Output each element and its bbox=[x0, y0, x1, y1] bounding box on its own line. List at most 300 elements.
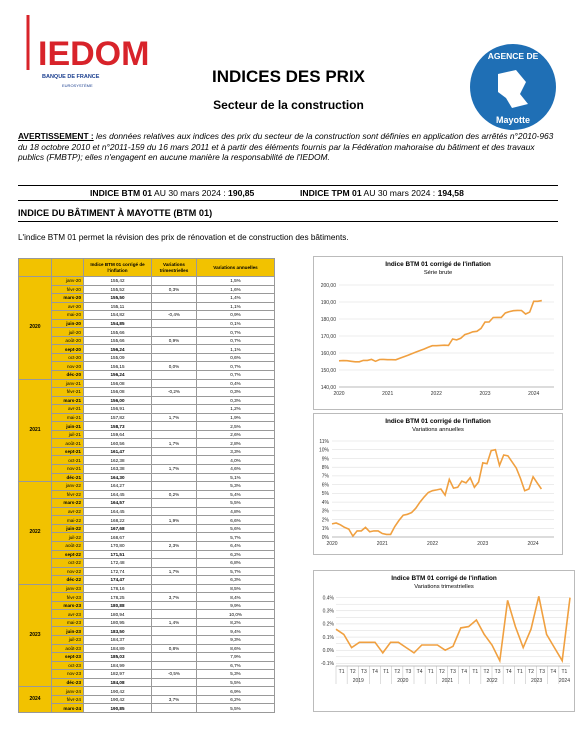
value-cell: 155,66 bbox=[84, 328, 152, 337]
table-row bbox=[19, 490, 275, 499]
value-cell: 184,08 bbox=[84, 678, 152, 687]
quarterly-cell bbox=[152, 627, 197, 636]
month-cell: nov-20 bbox=[52, 362, 84, 371]
quarterly-cell bbox=[152, 507, 197, 516]
y-tick-label: 200,00 bbox=[320, 282, 336, 289]
month-cell: juil-23 bbox=[52, 635, 84, 644]
chart-raw-svg bbox=[314, 257, 562, 409]
value-cell: 172,48 bbox=[84, 559, 152, 568]
month-cell: juin-23 bbox=[52, 627, 84, 636]
table-row bbox=[19, 447, 275, 456]
table-row bbox=[19, 371, 275, 380]
table-row bbox=[19, 507, 275, 516]
annual-cell: 9,3% bbox=[197, 635, 275, 644]
y-tick-label: 0.1% bbox=[322, 634, 334, 641]
value-cell: 156,91 bbox=[84, 405, 152, 414]
y-tick-label: 11% bbox=[319, 438, 329, 445]
quarterly-cell bbox=[152, 430, 197, 439]
table-header-cell bbox=[52, 259, 84, 277]
tpm-index bbox=[300, 186, 464, 200]
x-tick-label: 2021 bbox=[382, 391, 394, 397]
quarterly-cell bbox=[152, 396, 197, 405]
value-cell: 159,64 bbox=[84, 430, 152, 439]
value-cell: 157,82 bbox=[84, 413, 152, 422]
month-cell: mars-23 bbox=[52, 601, 84, 610]
quarter-label: T4 bbox=[416, 669, 423, 675]
index-bar bbox=[18, 185, 558, 201]
quarter-label: T3 bbox=[450, 669, 456, 675]
table-row bbox=[19, 345, 275, 354]
month-cell: mars-20 bbox=[52, 294, 84, 303]
value-cell: 164,30 bbox=[84, 473, 152, 482]
y-tick-label: 0.3% bbox=[322, 608, 334, 615]
value-cell: 180,88 bbox=[84, 601, 152, 610]
y-tick-label: 0.0% bbox=[322, 648, 334, 655]
month-cell: oct-22 bbox=[52, 559, 84, 568]
quarterly-cell bbox=[152, 328, 197, 337]
annual-cell: 1,1% bbox=[197, 345, 275, 354]
value-cell: 154,85 bbox=[84, 319, 152, 328]
series-line bbox=[332, 450, 541, 536]
year-cell: 2022 bbox=[19, 482, 52, 585]
month-cell: janv-20 bbox=[52, 277, 84, 286]
annual-cell: 5,5% bbox=[197, 499, 275, 508]
annual-cell: 0,3% bbox=[197, 396, 275, 405]
warning-block bbox=[18, 131, 558, 163]
y-tick-label: 5% bbox=[321, 491, 329, 498]
annual-cell: 6,2% bbox=[197, 695, 275, 704]
quarter-label: T4 bbox=[505, 669, 512, 675]
month-cell: mai-20 bbox=[52, 311, 84, 320]
month-cell: mars-24 bbox=[52, 704, 84, 713]
table-row bbox=[19, 413, 275, 422]
value-cell: 164,27 bbox=[84, 482, 152, 491]
value-cell: 155,11 bbox=[84, 302, 152, 311]
quarterly-cell bbox=[152, 576, 197, 585]
x-tick-label: 2023 bbox=[477, 541, 489, 547]
month-cell: févr-24 bbox=[52, 695, 84, 704]
table-row bbox=[19, 627, 275, 636]
month-cell: avr-21 bbox=[52, 405, 84, 414]
quarterly-cell: 3,7% bbox=[152, 695, 197, 704]
annual-cell: 6,2% bbox=[197, 550, 275, 559]
year-label: 2024 bbox=[558, 678, 570, 684]
annual-cell: 8,2% bbox=[197, 618, 275, 627]
quarter-label: T1 bbox=[338, 669, 345, 675]
month-cell: janv-23 bbox=[52, 584, 84, 593]
year-label: 2021 bbox=[441, 678, 453, 684]
month-cell: nov-23 bbox=[52, 670, 84, 679]
annual-cell: 0,3% bbox=[197, 388, 275, 397]
quarter-label: T1 bbox=[472, 669, 479, 675]
quarter-label: T1 bbox=[383, 669, 390, 675]
month-cell: févr-23 bbox=[52, 593, 84, 602]
quarter-label: T1 bbox=[516, 669, 523, 675]
tpm-date: AU 30 mars 2024 : bbox=[363, 188, 436, 198]
quarterly-cell bbox=[152, 422, 197, 431]
table-row bbox=[19, 482, 275, 491]
tpm-label: INDICE TPM 01 bbox=[300, 188, 362, 198]
table-row bbox=[19, 670, 275, 679]
month-cell: sept-23 bbox=[52, 653, 84, 662]
annual-cell: 8,6% bbox=[197, 644, 275, 653]
value-cell: 155,52 bbox=[84, 285, 152, 294]
month-cell: sept-21 bbox=[52, 447, 84, 456]
chart-annual-variations bbox=[313, 413, 563, 555]
annual-cell: 6,9% bbox=[197, 687, 275, 696]
table-row bbox=[19, 576, 275, 585]
month-cell: avr-22 bbox=[52, 507, 84, 516]
month-cell: janv-24 bbox=[52, 687, 84, 696]
chart-subtitle: Variations trimestrielles bbox=[414, 584, 474, 590]
month-cell: août-20 bbox=[52, 336, 84, 345]
annual-cell: 5,7% bbox=[197, 567, 275, 576]
value-cell: 174,47 bbox=[84, 576, 152, 585]
month-cell: juil-21 bbox=[52, 430, 84, 439]
annual-cell: 10,0% bbox=[197, 610, 275, 619]
annual-cell: 0,6% bbox=[197, 353, 275, 362]
value-cell: 156,24 bbox=[84, 371, 152, 380]
value-cell: 156,15 bbox=[84, 362, 152, 371]
annual-cell: 8,4% bbox=[197, 593, 275, 602]
month-cell: mars-21 bbox=[52, 396, 84, 405]
annual-cell: 6,4% bbox=[197, 541, 275, 550]
annual-cell: 5,1% bbox=[197, 473, 275, 482]
btm-table bbox=[18, 258, 275, 713]
annual-cell: 5,5% bbox=[197, 704, 275, 713]
y-tick-label: 1% bbox=[321, 526, 329, 533]
table-row bbox=[19, 311, 275, 320]
y-tick-label: 160,00 bbox=[320, 350, 336, 357]
month-cell: oct-23 bbox=[52, 661, 84, 670]
table-row bbox=[19, 465, 275, 474]
annual-cell: 2,5% bbox=[197, 422, 275, 431]
table-row bbox=[19, 635, 275, 644]
quarterly-cell: 1,7% bbox=[152, 439, 197, 448]
quarter-label: T2 bbox=[438, 669, 445, 675]
month-cell: févr-20 bbox=[52, 285, 84, 294]
annual-cell: 6,3% bbox=[197, 576, 275, 585]
table-header-cell bbox=[19, 259, 52, 277]
value-cell: 155,50 bbox=[84, 294, 152, 303]
table-header-row bbox=[19, 259, 275, 277]
value-cell: 184,89 bbox=[84, 644, 152, 653]
value-cell: 161,47 bbox=[84, 447, 152, 456]
y-tick-label: 180,00 bbox=[320, 316, 336, 323]
table-row bbox=[19, 285, 275, 294]
table-row bbox=[19, 593, 275, 602]
quarterly-cell bbox=[152, 550, 197, 559]
value-cell: 158,73 bbox=[84, 422, 152, 431]
table-row bbox=[19, 567, 275, 576]
y-tick-label: 190,00 bbox=[320, 299, 336, 306]
year-cell: 2021 bbox=[19, 379, 52, 482]
quarter-label: T3 bbox=[539, 669, 546, 675]
chart-title: Indice BTM 01 corrigé de l'inflation bbox=[385, 418, 491, 425]
quarterly-cell bbox=[152, 456, 197, 465]
value-cell: 167,68 bbox=[84, 524, 152, 533]
x-tick-label: 2022 bbox=[426, 541, 439, 547]
table-row bbox=[19, 584, 275, 593]
value-cell: 156,08 bbox=[84, 379, 152, 388]
y-tick-label: 6% bbox=[321, 482, 329, 489]
btm-label: INDICE BTM 01 bbox=[90, 188, 153, 198]
annual-cell: 5,7% bbox=[197, 533, 275, 542]
annual-cell: 1,2% bbox=[197, 405, 275, 414]
table-row bbox=[19, 277, 275, 286]
value-cell: 164,45 bbox=[84, 490, 152, 499]
logo-sub2: EUROSYSTÈME bbox=[62, 83, 93, 88]
x-tick-label: 2023 bbox=[479, 391, 491, 397]
quarter-label: T1 bbox=[561, 669, 568, 675]
quarterly-cell bbox=[152, 601, 197, 610]
month-cell: juil-20 bbox=[52, 328, 84, 337]
quarterly-cell: 2,3% bbox=[152, 541, 197, 550]
warning-label: AVERTISSEMENT : bbox=[18, 131, 94, 141]
annual-cell: 9,4% bbox=[197, 627, 275, 636]
quarter-label: T3 bbox=[360, 669, 367, 675]
value-cell: 156,08 bbox=[84, 388, 152, 397]
value-cell: 184,37 bbox=[84, 635, 152, 644]
month-cell: août-23 bbox=[52, 644, 84, 653]
quarterly-cell bbox=[152, 473, 197, 482]
value-cell: 164,57 bbox=[84, 499, 152, 508]
month-cell: févr-22 bbox=[52, 490, 84, 499]
quarterly-cell bbox=[152, 635, 197, 644]
table-row bbox=[19, 353, 275, 362]
annual-cell: 9,9% bbox=[197, 601, 275, 610]
annual-cell: 0,4% bbox=[197, 379, 275, 388]
value-cell: 168,22 bbox=[84, 516, 152, 525]
table-row bbox=[19, 695, 275, 704]
y-tick-label: 10% bbox=[318, 447, 329, 454]
quarter-label: T4 bbox=[372, 669, 378, 675]
annual-cell: 4,8% bbox=[197, 507, 275, 516]
agency-bottom: Mayotte bbox=[495, 115, 531, 125]
quarterly-cell: 1,9% bbox=[152, 516, 197, 525]
value-cell: 178,16 bbox=[84, 584, 152, 593]
value-cell: 184,99 bbox=[84, 661, 152, 670]
section-intro: L'indice BTM 01 permet la révision des prix de rénovation et de construction des bâtiments. bbox=[18, 233, 349, 242]
annual-cell: 5,3% bbox=[197, 670, 275, 679]
chart-raw-series bbox=[313, 256, 563, 410]
annual-cell: 0,7% bbox=[197, 371, 275, 380]
quarterly-cell bbox=[152, 687, 197, 696]
page-subtitle: Secteur de la construction bbox=[213, 98, 364, 112]
agency-top: AGENCE DE bbox=[487, 51, 539, 61]
y-tick-label: 0% bbox=[321, 534, 329, 541]
month-cell: févr-21 bbox=[52, 388, 84, 397]
month-cell: déc-21 bbox=[52, 473, 84, 482]
x-tick-label: 2020 bbox=[326, 541, 338, 547]
year-label: 2022 bbox=[486, 678, 498, 684]
table-header-cell: Variations trimestrielles bbox=[152, 259, 197, 277]
annual-cell: 2,8% bbox=[197, 439, 275, 448]
quarterly-cell: 0,9% bbox=[152, 336, 197, 345]
annual-cell: 6,8% bbox=[197, 559, 275, 568]
annual-cell: 6,6% bbox=[197, 516, 275, 525]
x-tick-label: 2022 bbox=[430, 391, 442, 397]
annual-cell: 0,1% bbox=[197, 319, 275, 328]
quarterly-cell: 1,7% bbox=[152, 413, 197, 422]
quarter-label: T2 bbox=[483, 669, 490, 675]
table-row bbox=[19, 704, 275, 713]
year-cell: 2020 bbox=[19, 277, 52, 380]
value-cell: 171,51 bbox=[84, 550, 152, 559]
chart-subtitle: Variations annuelles bbox=[412, 427, 464, 433]
btm-index bbox=[90, 186, 254, 200]
agency-seal bbox=[468, 42, 558, 132]
value-cell: 168,67 bbox=[84, 533, 152, 542]
month-cell: juin-20 bbox=[52, 319, 84, 328]
table-row bbox=[19, 559, 275, 568]
quarterly-cell bbox=[152, 653, 197, 662]
quarterly-cell: 1,4% bbox=[152, 618, 197, 627]
table-row bbox=[19, 294, 275, 303]
month-cell: oct-20 bbox=[52, 353, 84, 362]
chart-title: Indice BTM 01 corrigé de l'inflation bbox=[385, 261, 491, 268]
quarterly-cell bbox=[152, 661, 197, 670]
annual-cell: 5,3% bbox=[197, 482, 275, 491]
y-tick-label: 0.4% bbox=[322, 595, 334, 602]
quarter-label: T1 bbox=[427, 669, 434, 675]
annual-cell: 1,6% bbox=[197, 285, 275, 294]
chart-quarterly-variations bbox=[313, 570, 575, 712]
annual-cell: 3,3% bbox=[197, 447, 275, 456]
annual-cell: 0,7% bbox=[197, 336, 275, 345]
annual-cell: 1,5% bbox=[197, 277, 275, 286]
quarterly-cell bbox=[152, 499, 197, 508]
value-cell: 180,94 bbox=[84, 610, 152, 619]
annual-cell: 5,4% bbox=[197, 490, 275, 499]
y-tick-label: 4% bbox=[321, 499, 329, 506]
table-row bbox=[19, 499, 275, 508]
btm-value: 190,85 bbox=[228, 188, 255, 198]
value-cell: 172,74 bbox=[84, 567, 152, 576]
quarter-label: T4 bbox=[461, 669, 468, 675]
quarterly-cell bbox=[152, 610, 197, 619]
month-cell: sept-22 bbox=[52, 550, 84, 559]
annual-cell: 7,9% bbox=[197, 653, 275, 662]
quarterly-cell: 0,8% bbox=[152, 644, 197, 653]
month-cell: déc-22 bbox=[52, 576, 84, 585]
quarterly-cell bbox=[152, 302, 197, 311]
value-cell: 182,97 bbox=[84, 670, 152, 679]
table-row bbox=[19, 687, 275, 696]
year-label: 2023 bbox=[531, 678, 543, 684]
value-cell: 155,09 bbox=[84, 353, 152, 362]
y-tick-label: 9% bbox=[321, 456, 329, 463]
value-cell: 160,56 bbox=[84, 439, 152, 448]
table-row bbox=[19, 336, 275, 345]
value-cell: 190,85 bbox=[84, 704, 152, 713]
value-cell: 156,00 bbox=[84, 396, 152, 405]
quarterly-cell bbox=[152, 345, 197, 354]
logo-text: IEDOM bbox=[38, 35, 150, 73]
quarter-label: T2 bbox=[394, 669, 401, 675]
x-tick-label: 2021 bbox=[376, 541, 388, 547]
annual-cell: 2,6% bbox=[197, 430, 275, 439]
quarterly-cell: 1,7% bbox=[152, 465, 197, 474]
section-title: INDICE DU BÂTIMENT À MAYOTTE (BTM 01) bbox=[18, 208, 558, 222]
month-cell: juin-22 bbox=[52, 524, 84, 533]
y-tick-label: 140,00 bbox=[320, 384, 336, 391]
quarterly-cell bbox=[152, 559, 197, 568]
table-row bbox=[19, 644, 275, 653]
month-cell: avr-20 bbox=[52, 302, 84, 311]
quarterly-cell: 0,3% bbox=[152, 285, 197, 294]
table-row bbox=[19, 405, 275, 414]
month-cell: sept-20 bbox=[52, 345, 84, 354]
value-cell: 178,25 bbox=[84, 593, 152, 602]
value-cell: 162,38 bbox=[84, 456, 152, 465]
table-row bbox=[19, 362, 275, 371]
quarter-label: T4 bbox=[550, 669, 557, 675]
quarter-label: T3 bbox=[494, 669, 501, 675]
y-tick-label: -0.1% bbox=[320, 661, 334, 668]
quarterly-cell bbox=[152, 524, 197, 533]
quarterly-cell: -0,4% bbox=[152, 311, 197, 320]
month-cell: août-21 bbox=[52, 439, 84, 448]
quarter-label: T2 bbox=[349, 669, 356, 675]
value-cell: 155,66 bbox=[84, 336, 152, 345]
btm-date: AU 30 mars 2024 : bbox=[154, 188, 226, 198]
annual-cell: 6,7% bbox=[197, 661, 275, 670]
annual-cell: 4,6% bbox=[197, 465, 275, 474]
value-cell: 185,03 bbox=[84, 653, 152, 662]
series-line bbox=[339, 301, 542, 362]
quarterly-cell: -0,5% bbox=[152, 670, 197, 679]
month-cell: mai-22 bbox=[52, 516, 84, 525]
table-row bbox=[19, 678, 275, 687]
quarterly-cell bbox=[152, 319, 197, 328]
quarterly-cell: 0,2% bbox=[152, 490, 197, 499]
quarterly-cell bbox=[152, 482, 197, 491]
quarter-label: T3 bbox=[405, 669, 412, 675]
annual-cell: 5,6% bbox=[197, 524, 275, 533]
table-row bbox=[19, 550, 275, 559]
quarterly-cell bbox=[152, 405, 197, 414]
chart-annual-svg bbox=[314, 414, 562, 554]
month-cell: nov-22 bbox=[52, 567, 84, 576]
quarterly-cell bbox=[152, 704, 197, 713]
month-cell: avr-23 bbox=[52, 610, 84, 619]
value-cell: 170,80 bbox=[84, 541, 152, 550]
annual-cell: 0,9% bbox=[197, 311, 275, 320]
table-header-cell: Variations annuelles bbox=[197, 259, 275, 277]
value-cell: 154,82 bbox=[84, 311, 152, 320]
quarterly-cell bbox=[152, 533, 197, 542]
table-row bbox=[19, 618, 275, 627]
annual-cell: 5,5% bbox=[197, 678, 275, 687]
year-cell: 2023 bbox=[19, 584, 52, 687]
chart-quarterly-svg bbox=[314, 571, 574, 711]
month-cell: déc-23 bbox=[52, 678, 84, 687]
table-row bbox=[19, 396, 275, 405]
y-tick-label: 150,00 bbox=[320, 367, 336, 374]
annual-cell: 0,7% bbox=[197, 362, 275, 371]
quarterly-cell bbox=[152, 678, 197, 687]
quarterly-cell bbox=[152, 371, 197, 380]
x-tick-label: 2020 bbox=[333, 391, 345, 397]
table-row bbox=[19, 533, 275, 542]
table-header-cell: Indice BTM 01 corrigé de l'inflation bbox=[84, 259, 152, 277]
value-cell: 190,42 bbox=[84, 695, 152, 704]
y-tick-label: 0.2% bbox=[322, 621, 334, 628]
table-row bbox=[19, 661, 275, 670]
month-cell: juil-22 bbox=[52, 533, 84, 542]
warning-text: les données relatives aux indices des prix du secteur de la construction sont définies en application des arrêtés n°2010-963 du 18 octobre 2010 et n°2011-159 du 16 mars 2011 et à partir des éléments fournis par la Fédération mahoraise du bâtiment et des travaux publics (FMBTP); elles n'engagent en aucune manière la responsabilité de l'IEDOM. bbox=[18, 131, 554, 163]
